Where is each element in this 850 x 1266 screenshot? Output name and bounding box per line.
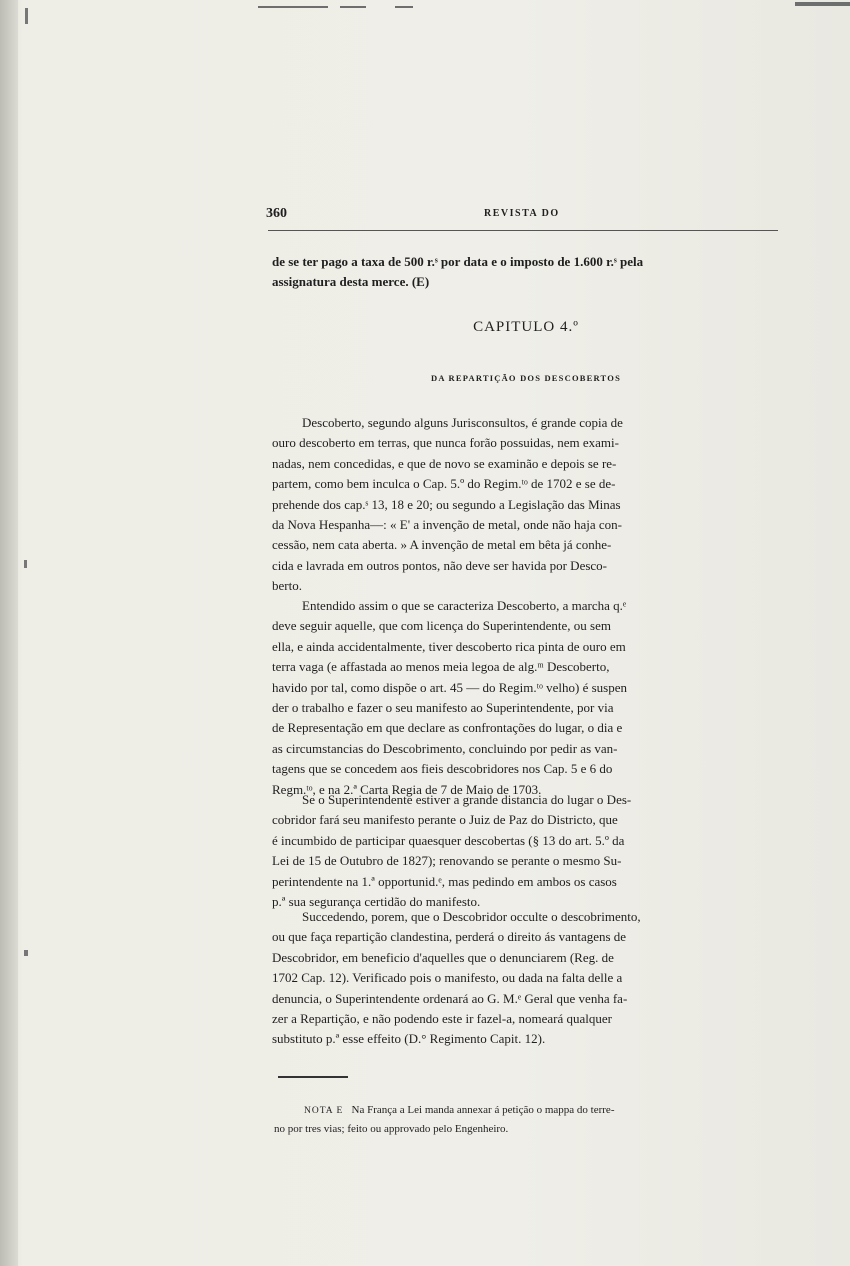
text-line: é incumbido de participar quaesquer descobertas (§ 13 do art. 5.º da [272, 832, 625, 848]
scan-artifact [24, 560, 27, 568]
text-line: prehende dos cap.ˢ 13, 18 e 20; ou segundo a Legislação das Minas [272, 496, 621, 512]
text-line: zer a Repartição, e não podendo este ir fazel-a, nomeará qualquer [272, 1010, 612, 1026]
page-header [266, 206, 778, 226]
scan-artifact [258, 6, 328, 8]
text-line: assignatura desta merce. (E) [272, 274, 430, 290]
text-line: perintendente na 1.ª opportunid.ᵉ, mas pedindo em ambos os casos [272, 873, 617, 889]
text-line: ou que faça repartição clandestina, perderá o direito ás vantagens de [272, 929, 627, 945]
text-line: as circumstancias do Descobrimento, concluindo por pedir as van- [272, 740, 618, 756]
text-line: Descobridor, em beneficio d'aquelles que o denunciarem (Reg. de [272, 949, 614, 965]
text-line: Lei de 15 de Outubro de 1827); renovando se perante o mesmo Su- [272, 853, 622, 869]
chapter-title: CAPITULO 4.º [473, 319, 579, 335]
text-line: p.ª sua segurança certidão do manifesto. [272, 893, 481, 909]
text-line: terra vaga (e affastada ao menos meia legoa de alg.ᵐ Descoberto, [272, 659, 610, 675]
scan-artifact [24, 950, 28, 956]
text-line: de Representação em que declare as confrontações do lugar, o dia e [272, 720, 623, 736]
text-line: partem, como bem inculca o Cap. 5.º do Regim.ᵗᵒ de 1702 e se de- [272, 476, 616, 492]
text-line: tagens que se concedem aos fieis descobridores nos Cap. 5 e 6 do [272, 761, 613, 777]
page-binding-edge [0, 0, 18, 1266]
header-rule [268, 230, 778, 231]
paragraph-3 [272, 790, 780, 912]
section-title: DA REPARTIÇÃO DOS DESCOBERTOS [431, 373, 621, 383]
text-line: ella, e ainda accidentalmente, tiver descoberto rica pinta de ouro em [272, 638, 626, 654]
text-line: Entendido assim o que se caracteriza Descoberto, a marcha q.ᵉ [302, 598, 627, 613]
paragraph-2 [272, 596, 780, 800]
scan-artifact [795, 2, 850, 6]
paragraph-4 [272, 907, 780, 1050]
text-line: deve seguir aquelle, que com licença do Superintendente, ou sem [272, 618, 611, 634]
footnote-label: NOTA E [304, 1106, 344, 1116]
footnote [274, 1101, 778, 1138]
scan-artifact [340, 6, 366, 8]
text-line: substituto p.ª esse effeito (D.° Regimento Capit. 12). [272, 1031, 546, 1047]
text-line: cida e lavrada em outros pontos, não deve ser havida por Desco- [272, 557, 607, 573]
text-line: da Nova Hespanha—: « E' a invenção de metal, onde não haja con- [272, 516, 622, 532]
footnote-line: no por tres vias; feito ou approvado pelo Engenheiro. [274, 1123, 509, 1135]
footnote-text: Na França a Lei manda annexar á petição o mappa do terre- [351, 1104, 615, 1116]
intro-text [272, 252, 780, 293]
text-line: Regm.ᵗᵒ, e na 2.ª Carta Regia de 7 de Maio de 1703. [272, 781, 542, 797]
text-line: Descoberto, segundo alguns Jurisconsultos, é grande copia de [302, 415, 623, 430]
text-line: der o trabalho e fazer o seu manifesto ao Superintendente, por via [272, 699, 614, 715]
paragraph-1 [272, 413, 780, 597]
text-line: cobridor fará seu manifesto perante o Juiz de Paz do Districto, que [272, 812, 618, 828]
text-line: berto. [272, 578, 302, 594]
page-number: 360 [266, 206, 287, 221]
text-line: de se ter pago a taxa de 500 r.ˢ por data e o imposto de 1.600 r.ˢ pela [272, 254, 644, 269]
running-head: REVISTA DO [484, 208, 560, 219]
footnote-rule [278, 1076, 348, 1078]
text-line: nadas, nem concedidas, e que de novo se examinão e depois se re- [272, 455, 617, 471]
scan-artifact [25, 8, 28, 24]
footnote-line [274, 1101, 778, 1120]
text-line: cessão, nem cata aberta. » A invenção de metal em bêta já conhe- [272, 537, 612, 553]
text-line: havido por tal, como dispõe o art. 45 — do Regim.ᵗᵒ velho) é suspen [272, 679, 628, 695]
text-line: Succedendo, porem, que o Descobridor occulte o descobrimento, [302, 909, 641, 924]
text-line: denuncia, o Superintendente ordenará ao G. M.ᵉ Geral que venha fa- [272, 990, 628, 1006]
text-line: Se o Superintendente estiver a grande distancia do lugar o Des- [302, 792, 632, 807]
text-line: 1702 Cap. 12). Verificado pois o manifesto, ou dada na falta delle a [272, 970, 623, 986]
text-line: ouro descoberto em terras, que nunca forão possuidas, nem exami- [272, 435, 619, 451]
scan-artifact [395, 6, 413, 8]
